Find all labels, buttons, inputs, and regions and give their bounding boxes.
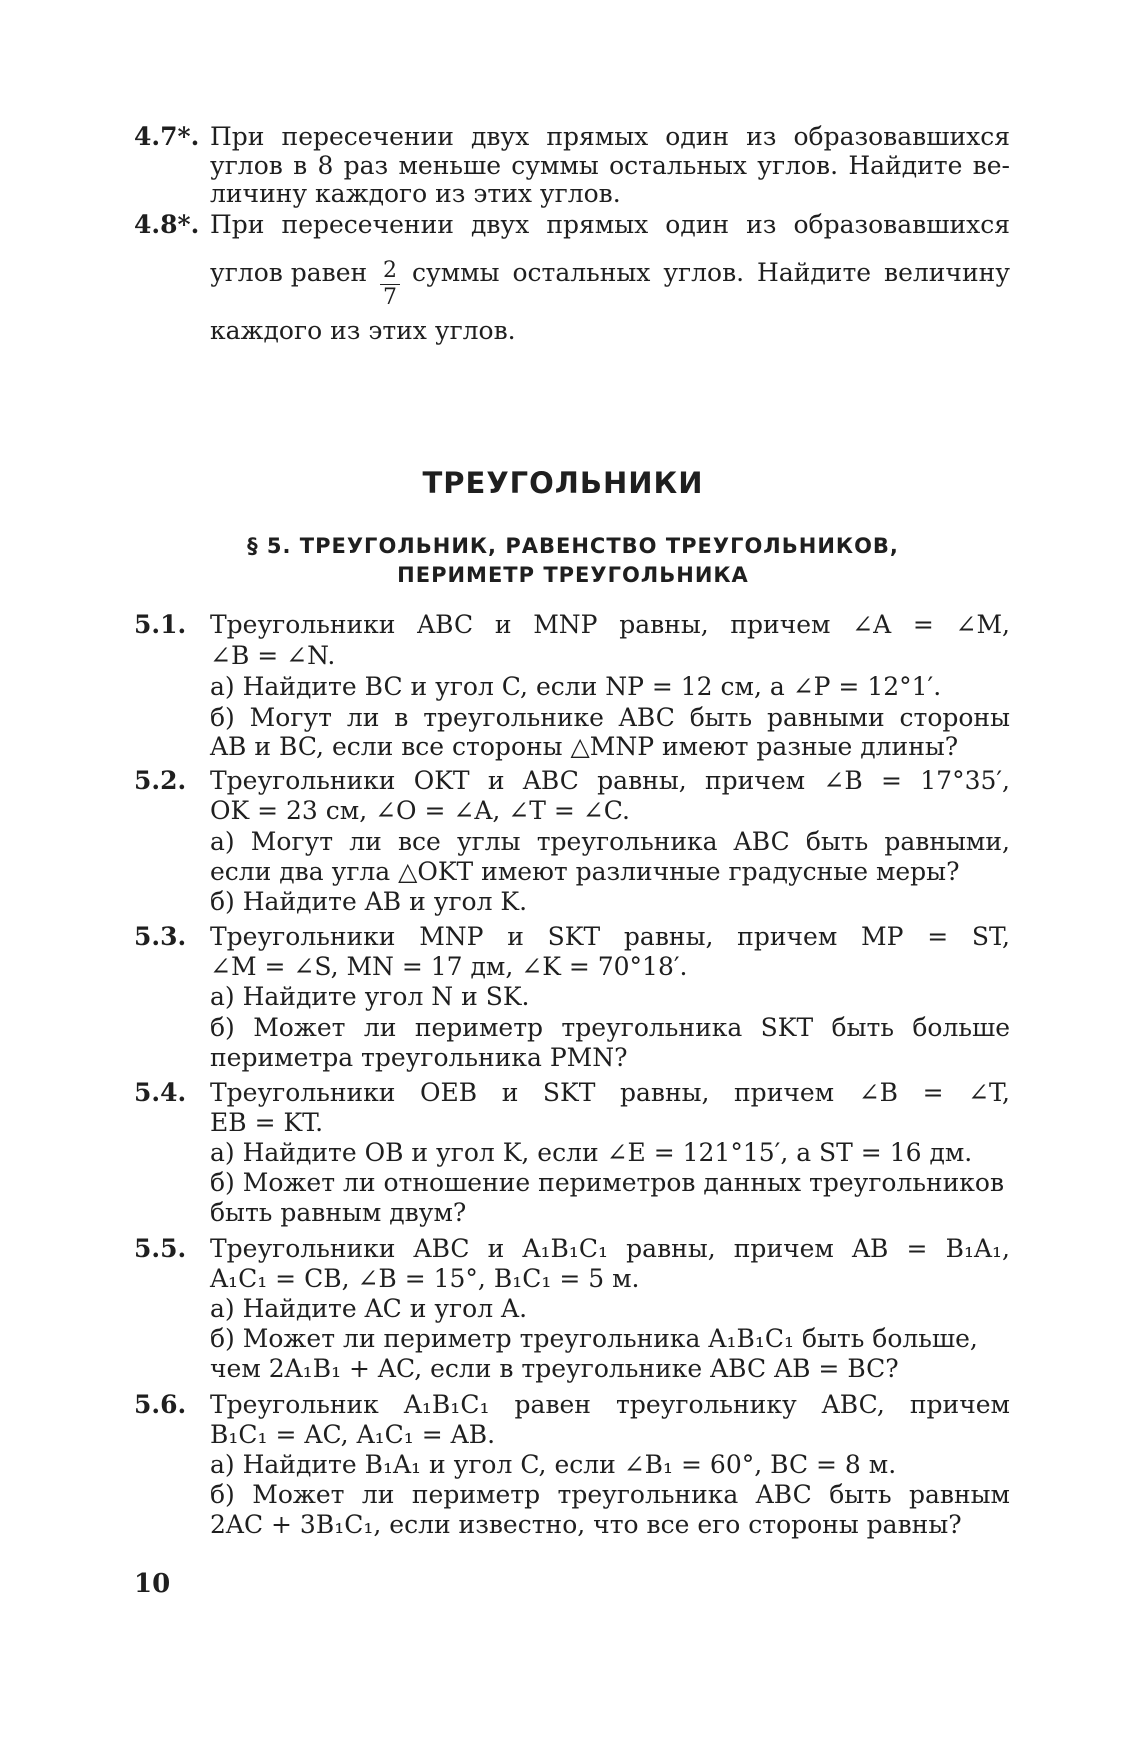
section-title-line1: § 5. ТРЕУГОЛЬНИК, РАВЕНСТВО ТРЕУГОЛЬНИКОВ, bbox=[247, 534, 899, 558]
problem-text-line: б) Может ли периметр треугольника ABC быть равным bbox=[210, 1480, 1010, 1509]
problem-text-line: B₁C₁ = AC, A₁C₁ = AB. bbox=[210, 1420, 496, 1449]
problem-text-line: если два угла △OKT имеют различные градусные меры? bbox=[210, 857, 960, 886]
problem-number: 5.1. bbox=[134, 610, 187, 639]
problem-text-line: OK = 23 см, ∠O = ∠A, ∠T = ∠C. bbox=[210, 796, 630, 825]
problem-text-line: A₁C₁ = CB, ∠B = 15°, B₁C₁ = 5 м. bbox=[210, 1264, 640, 1293]
problem-number: 4.7*. bbox=[134, 122, 200, 151]
problem-text-line: Треугольники OKT и ABC равны, причем ∠B = 17°35′, bbox=[210, 766, 1010, 795]
problem-text-line: При пересечении двух прямых один из образовавшихся bbox=[210, 122, 1010, 151]
problem-text-line: б) Может ли отношение периметров данных треугольников bbox=[210, 1168, 1005, 1197]
fraction-numerator: 2 bbox=[383, 258, 397, 283]
fraction-two-sevenths bbox=[377, 258, 403, 311]
problem-text-line: Треугольники ABC и A₁B₁C₁ равны, причем AB = B₁A₁, bbox=[210, 1234, 1010, 1263]
problem-text-line: а) Найдите OB и угол K, если ∠E = 121°15′, а ST = 16 дм. bbox=[210, 1138, 973, 1167]
problem-text-line: чем 2A₁B₁ + AC, если в треугольнике ABC AB = BC? bbox=[210, 1354, 899, 1383]
problem-text-line: личину каждого из этих углов. bbox=[210, 179, 621, 208]
problem-number: 5.2. bbox=[134, 766, 187, 795]
problem-text-line: Треугольники MNP и SKT равны, причем MP = ST, bbox=[210, 922, 1010, 951]
problem-text-line: б) Найдите AB и угол K. bbox=[210, 887, 528, 916]
fraction-denominator: 7 bbox=[383, 285, 397, 310]
problem-text-line: б) Может ли периметр треугольника A₁B₁C₁ быть больше, bbox=[210, 1324, 978, 1353]
problem-number: 5.6. bbox=[134, 1390, 187, 1419]
problem-text-line: а) Найдите B₁A₁ и угол C, если ∠B₁ = 60°, BC = 8 м. bbox=[210, 1450, 897, 1479]
problem-text-line: AB и BC, если все стороны △MNP имеют разные длины? bbox=[210, 732, 959, 761]
chapter-title: ТРЕУГОЛЬНИКИ bbox=[422, 466, 704, 500]
problem-text-line: 2AC + 3B₁C₁, если известно, что все его стороны равны? bbox=[210, 1510, 962, 1539]
page-number: 10 bbox=[134, 1569, 171, 1599]
problem-text-line: При пересечении двух прямых один из образовавшихся bbox=[210, 210, 1010, 239]
problem-text-line: каждого из этих углов. bbox=[210, 316, 516, 345]
problem-text-line: а) Найдите угол N и SK. bbox=[210, 982, 530, 1011]
problem-text-line: периметра треугольника PMN? bbox=[210, 1043, 628, 1072]
problem-text-line: Треугольники ABC и MNP равны, причем ∠A = ∠M, bbox=[210, 610, 1010, 639]
problem-number: 5.4. bbox=[134, 1078, 187, 1107]
problem-text-line: Треугольник A₁B₁C₁ равен треугольнику ABC, причем bbox=[210, 1390, 1010, 1419]
problem-number: 5.5. bbox=[134, 1234, 187, 1263]
problem-text-line: а) Найдите AC и угол A. bbox=[210, 1294, 528, 1323]
problem-text-line: б) Может ли периметр треугольника SKT быть больше bbox=[210, 1013, 1010, 1042]
problem-text-line: б) Могут ли в треугольнике ABC быть равными стороны bbox=[210, 703, 1010, 732]
problem-text-line: быть равным двум? bbox=[210, 1198, 467, 1227]
problem-text-line: углов в 8 раз меньше суммы остальных углов. Найдите ве- bbox=[210, 151, 1010, 180]
problem-text-line: углов равен bbox=[210, 258, 368, 287]
problem-text-line: ∠B = ∠N. bbox=[210, 641, 336, 670]
problem-text-line: суммы остальных углов. Найдите величину bbox=[412, 258, 1010, 287]
problem-text-line: Треугольники OEB и SKT равны, причем ∠B = ∠T, bbox=[210, 1078, 1010, 1107]
section-title-line2: ПЕРИМЕТР ТРЕУГОЛЬНИКА bbox=[397, 563, 749, 587]
problem-text-line: EB = KT. bbox=[210, 1108, 324, 1137]
problem-number: 5.3. bbox=[134, 922, 187, 951]
problem-text-line: ∠M = ∠S, MN = 17 дм, ∠K = 70°18′. bbox=[210, 952, 688, 981]
problem-text-line: а) Могут ли все углы треугольника ABC быть равными, bbox=[210, 827, 1010, 856]
problem-number: 4.8*. bbox=[134, 210, 200, 239]
problem-text-line: а) Найдите BC и угол C, если NP = 12 см, а ∠P = 12°1′. bbox=[210, 672, 942, 701]
